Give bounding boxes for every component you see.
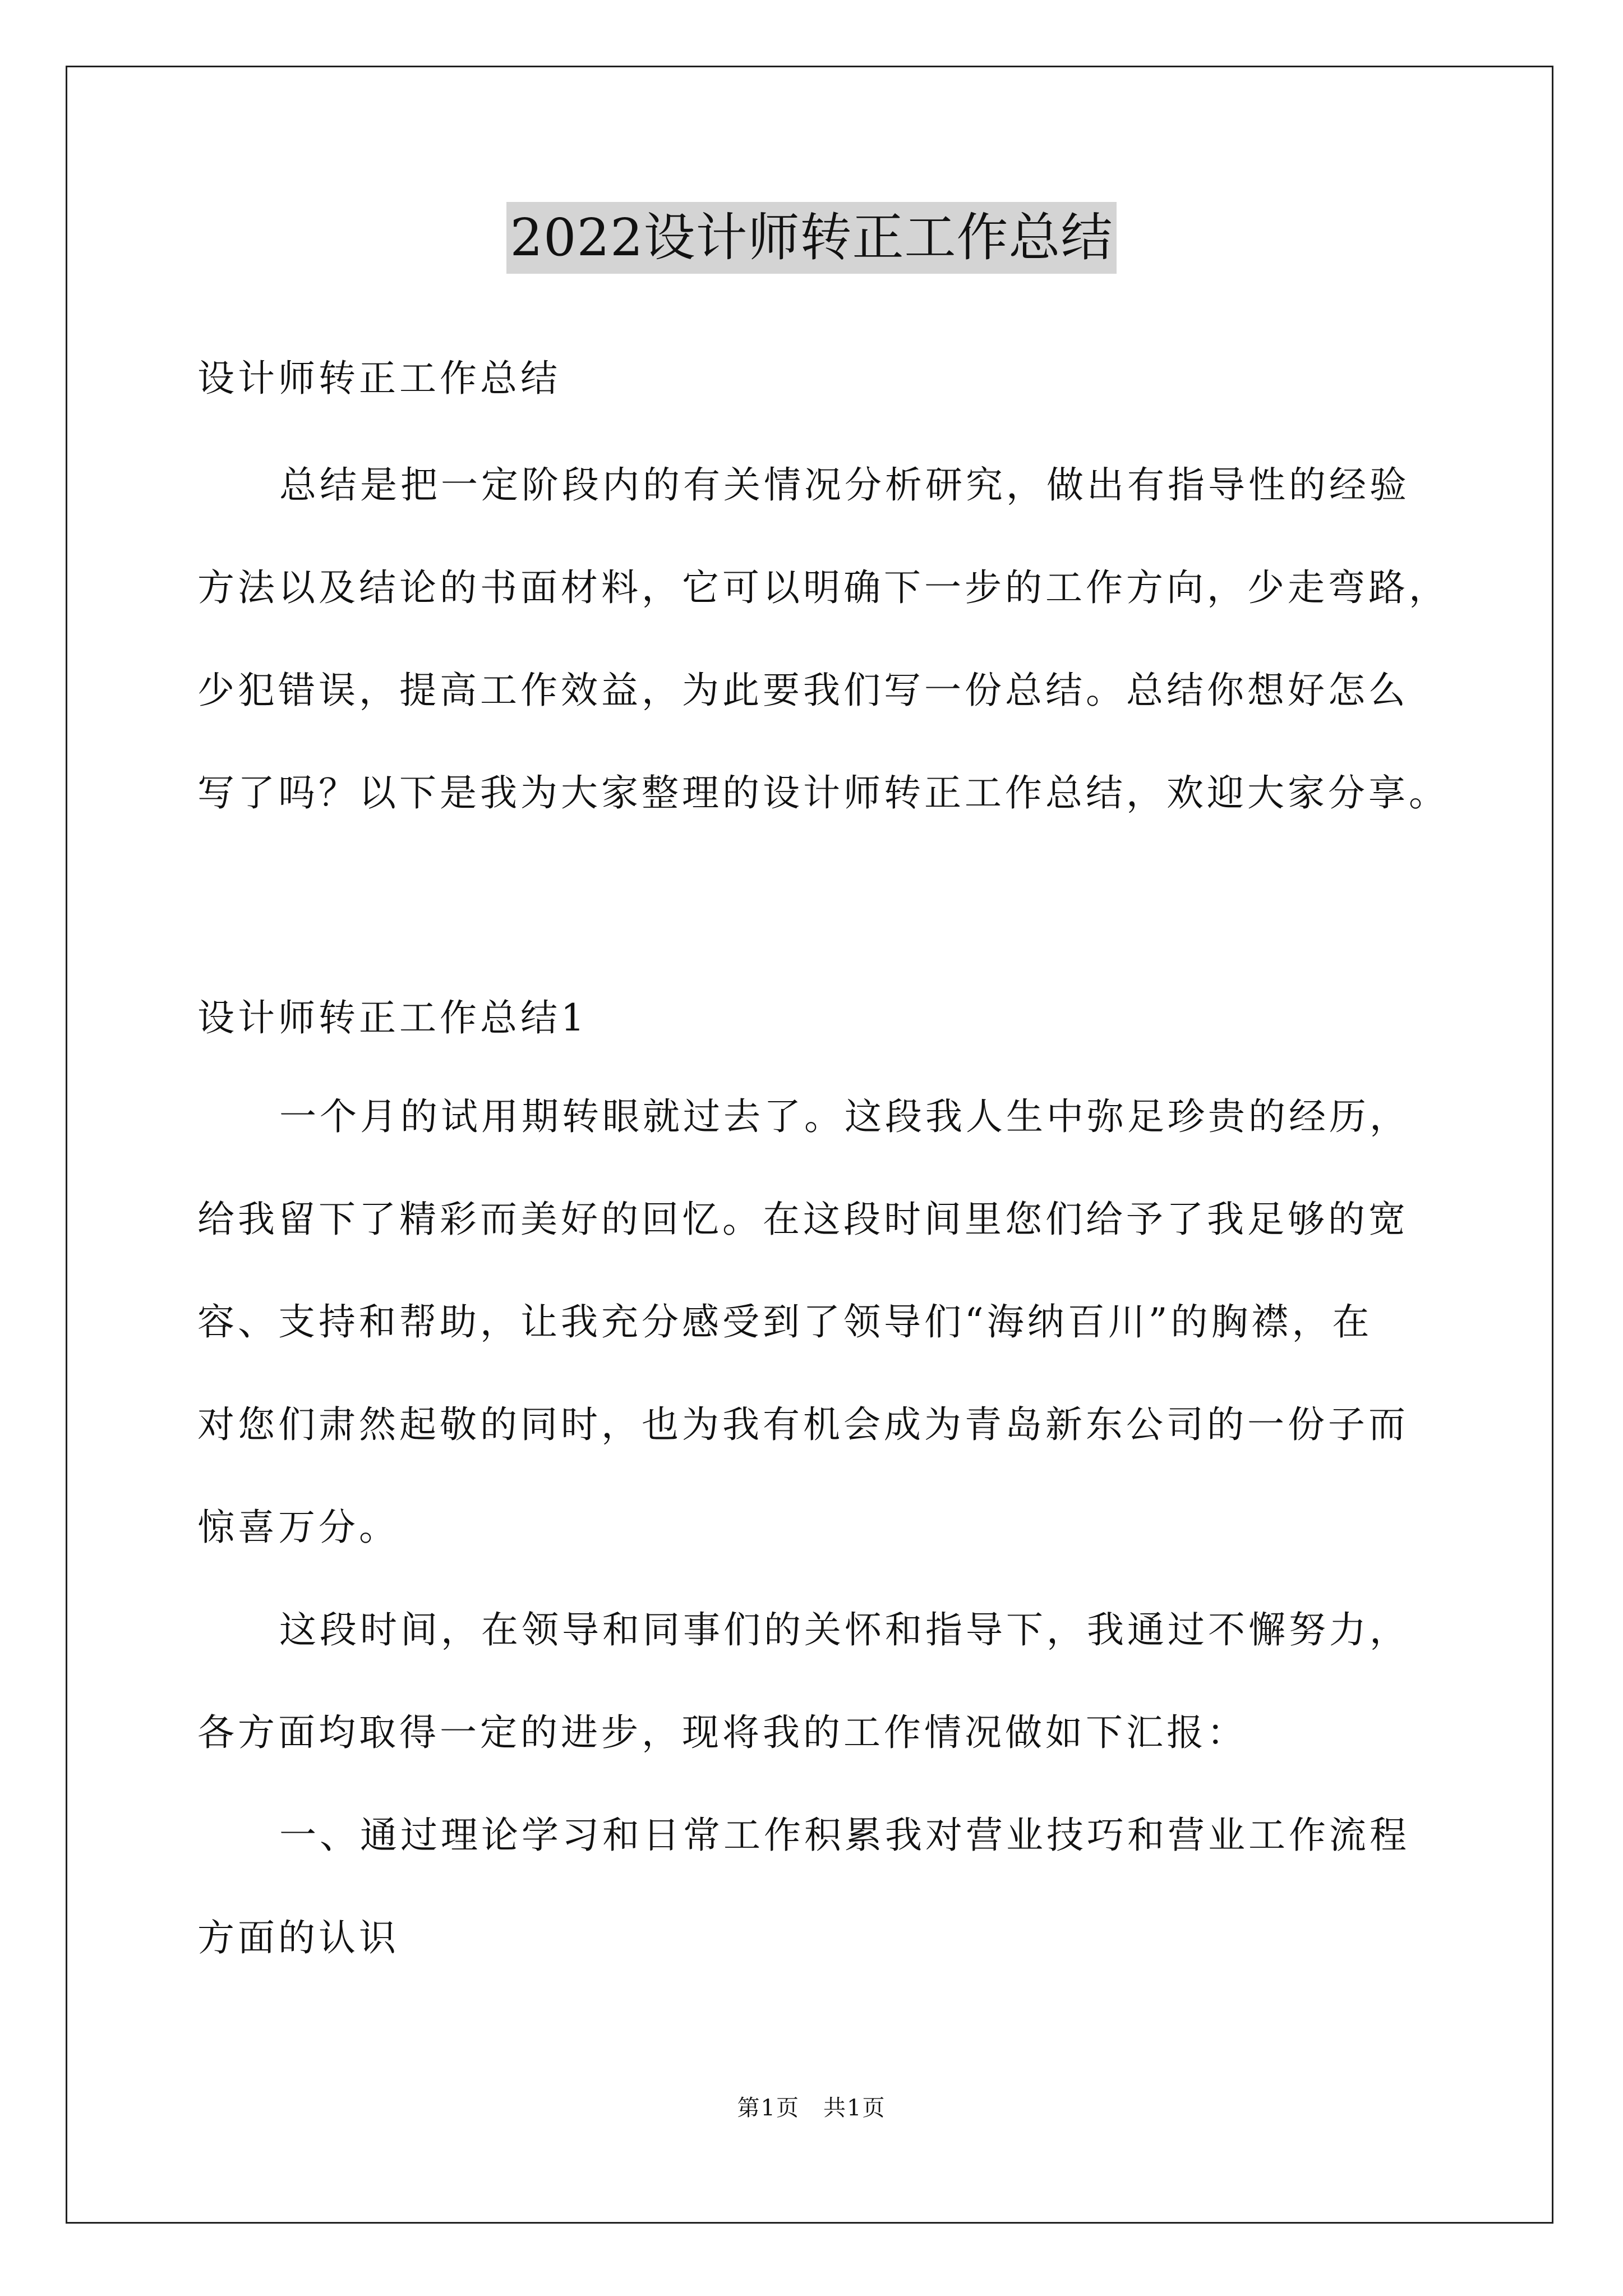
page-footer: 第1页 共1页 bbox=[737, 2095, 886, 2121]
intro-line: 方法以及结论的书面材料，它可以明确下一步的工作方向，少走弯路， bbox=[197, 566, 1449, 609]
document-title: 2022设计师转正工作总结 bbox=[506, 202, 1116, 274]
intro-line: 总结是把一定阶段内的有关情况分析研究，做出有指导性的经验 bbox=[279, 463, 1410, 507]
paragraph-line: 给我留下了精彩而美好的回忆。在这段时间里您们给予了我足够的宽 bbox=[197, 1198, 1409, 1241]
paragraph-line: 一个月的试用期转眼就过去了。这段我人生中弥足珍贵的经历， bbox=[279, 1095, 1410, 1138]
paragraph-line: 各方面均取得一定的进步，现将我的工作情况做如下汇报： bbox=[197, 1711, 1247, 1754]
intro-line: 少犯错误，提高工作效益，为此要我们写一份总结。总结你想好怎么 bbox=[197, 669, 1409, 712]
title-container bbox=[0, 202, 1623, 274]
paragraph-line: 一、通过理论学习和日常工作积累我对营业技巧和营业工作流程 bbox=[279, 1814, 1410, 1857]
intro-line: 写了吗？以下是我为大家整理的设计师转正工作总结，欢迎大家分享。 bbox=[197, 771, 1449, 815]
paragraph-line: 容、支持和帮助，让我充分感受到了领导们“海纳百川”的胸襟，在 bbox=[197, 1300, 1373, 1343]
paragraph-line: 惊喜万分。 bbox=[197, 1506, 399, 1549]
paragraph-line: 方面的认识 bbox=[197, 1916, 399, 1959]
document-subtitle: 设计师转正工作总结 bbox=[197, 357, 561, 400]
section-heading: 设计师转正工作总结1 bbox=[197, 996, 588, 1039]
paragraph-line: 对您们肃然起敬的同时，也为我有机会成为青岛新东公司的一份子而 bbox=[197, 1403, 1409, 1446]
paragraph-line: 这段时间，在领导和同事们的关怀和指导下，我通过不懈努力， bbox=[279, 1608, 1410, 1651]
